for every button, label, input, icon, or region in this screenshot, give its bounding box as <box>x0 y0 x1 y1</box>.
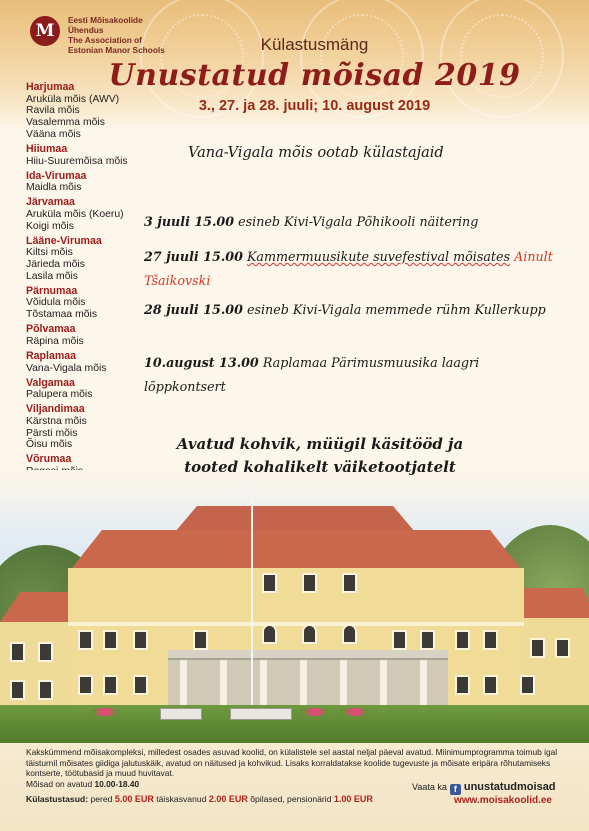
window <box>262 573 277 593</box>
region-name: Raplamaa <box>26 349 77 362</box>
association-name: Eesti Mõisakoolide Ühendus The Association of Estonian Manor Schools <box>68 15 165 55</box>
event-item <box>144 210 564 234</box>
window <box>302 573 317 593</box>
window <box>520 675 535 695</box>
region-name: Pärnumaa <box>26 284 78 297</box>
regions-list <box>26 82 151 478</box>
window <box>302 624 317 644</box>
website-link[interactable]: www.moisakoolid.ee <box>454 795 552 806</box>
bench <box>160 708 202 720</box>
region-name: Harjumaa <box>26 81 75 93</box>
region-name: Hiiumaa <box>26 142 68 155</box>
event-date: 10.august 13.00 <box>144 355 259 370</box>
facebook-link[interactable]: Vaata ka f unustatudmoisad <box>412 781 556 794</box>
ticket-prices: Külastustasud: pered 5.00 EUR täiskasvanud 2.00 EUR õpilased, pensionärid 1.00 EUR <box>26 794 373 804</box>
flower-bed <box>300 708 330 716</box>
event-dates: 3., 27. ja 28. juuli; 10. august 2019 <box>198 98 431 114</box>
region-name: Lääne-Virumaa <box>26 234 102 247</box>
window <box>342 624 357 644</box>
event-item <box>144 298 564 322</box>
manor-photo <box>0 470 589 745</box>
window <box>103 630 118 650</box>
manor-item: Aruküla mõis (Koeru) <box>26 208 124 220</box>
window <box>193 630 208 650</box>
flower-bed <box>90 708 120 716</box>
window <box>555 638 570 658</box>
manor-item: Järieda mõis <box>26 259 85 271</box>
manor-item: Vasalemma mõis <box>26 117 105 129</box>
facebook-icon: f <box>450 784 461 795</box>
event-text: Kammermuusikute suvefestival mõisates <box>246 249 511 264</box>
page-title: Unustatud mõisad 2019 <box>108 58 521 93</box>
window <box>78 630 93 650</box>
association-logo: M <box>30 16 60 46</box>
window <box>483 630 498 650</box>
event-item <box>144 351 564 399</box>
opening-hours: 10.00-18.40 <box>94 778 140 789</box>
manor-item: Õisu mõis <box>26 439 73 451</box>
event-item <box>144 245 564 293</box>
headline: Vana-Vigala mõis ootab külastajaid <box>188 145 444 161</box>
window <box>38 680 53 700</box>
region-name: Valgamaa <box>26 376 75 389</box>
manor-item: Räpina mõis <box>26 335 84 347</box>
window <box>10 642 25 662</box>
roof <box>175 506 415 532</box>
manor-item: Ravila mõis <box>26 105 80 117</box>
lawn <box>0 705 589 745</box>
window <box>455 675 470 695</box>
region-name: Põlvamaa <box>26 323 76 336</box>
window <box>342 573 357 593</box>
event-extra: Ainult Tšaikovski <box>144 249 553 288</box>
region-name: Võrumaa <box>26 453 72 466</box>
manor-item: Kiltsi mõis <box>26 247 73 259</box>
balcony <box>168 650 448 660</box>
region-name: Ida-Virumaa <box>26 169 87 182</box>
window <box>78 675 93 695</box>
manor-item: Tõstamaa mõis <box>26 309 98 321</box>
event-text: esineb Kivi-Vigala Põhikooli näitering <box>238 214 479 229</box>
manor-item: Palupera mõis <box>26 389 93 401</box>
window <box>103 675 118 695</box>
event-text: esineb Kivi-Vigala memmede rühm Kullerkupp <box>246 302 546 317</box>
window <box>38 642 53 662</box>
flower-bed <box>340 708 370 716</box>
manor-item: Pärsti mõis <box>26 427 78 439</box>
event-date: 3 juuli 15.00 <box>144 214 235 229</box>
event-date: 28 juuli 15.00 <box>144 302 243 317</box>
footer-description: Kakskümmend mõisakompleksi, milledest osades asuvad koolid, on külalistele sel aastal neljal päeval avatud. Miinimumprogramma toimub igal täisturnil mõisates giidiga jalutuskäik, avatud on näitused ja kohvikud. Lisaks korraldatakse koolide tugevuste ja mõisate eripära rõhutamiseks kontserte, töötubasid ja muud huvitavat. Mõisad on avatud 10.00-18.40 <box>26 747 558 789</box>
window <box>133 675 148 695</box>
window <box>530 638 545 658</box>
event-text: Raplamaa Pärimusmuusika laagri lõppkontsert <box>144 355 480 394</box>
cafe-notice: Avatud kohvik, müügil käsitööd ja tooted kohalikelt väiketootjatelt <box>176 435 464 476</box>
roof <box>520 588 589 618</box>
window <box>10 680 25 700</box>
manor-item: Maidla mõis <box>26 182 82 194</box>
manor-item: Hiiu-Suuremõisa mõis <box>26 155 128 167</box>
window <box>133 630 148 650</box>
manor-item: Koigi mõis <box>26 220 74 232</box>
bench <box>230 708 292 720</box>
manor-item: Kärstna mõis <box>26 415 87 427</box>
window <box>483 675 498 695</box>
window <box>262 624 277 644</box>
window <box>455 630 470 650</box>
manor-item: Aruküla mõis (AWV) <box>26 93 120 105</box>
manor-item: Vana-Vigala mõis <box>26 362 107 374</box>
roof <box>72 530 520 568</box>
window <box>420 630 435 650</box>
flag-pole <box>251 485 253 720</box>
region-name: Järvamaa <box>26 196 75 209</box>
manor-item: Lasila mõis <box>26 270 78 282</box>
window <box>392 630 407 650</box>
region-name: Viljandimaa <box>26 403 85 416</box>
game-subtitle: Külastusmäng <box>260 35 369 54</box>
event-date: 27 juuli 15.00 <box>144 249 243 264</box>
portico <box>168 660 448 708</box>
manor-item: Võidula mõis <box>26 297 86 309</box>
manor-item: Vääna mõis <box>26 128 81 140</box>
roof <box>0 592 72 622</box>
